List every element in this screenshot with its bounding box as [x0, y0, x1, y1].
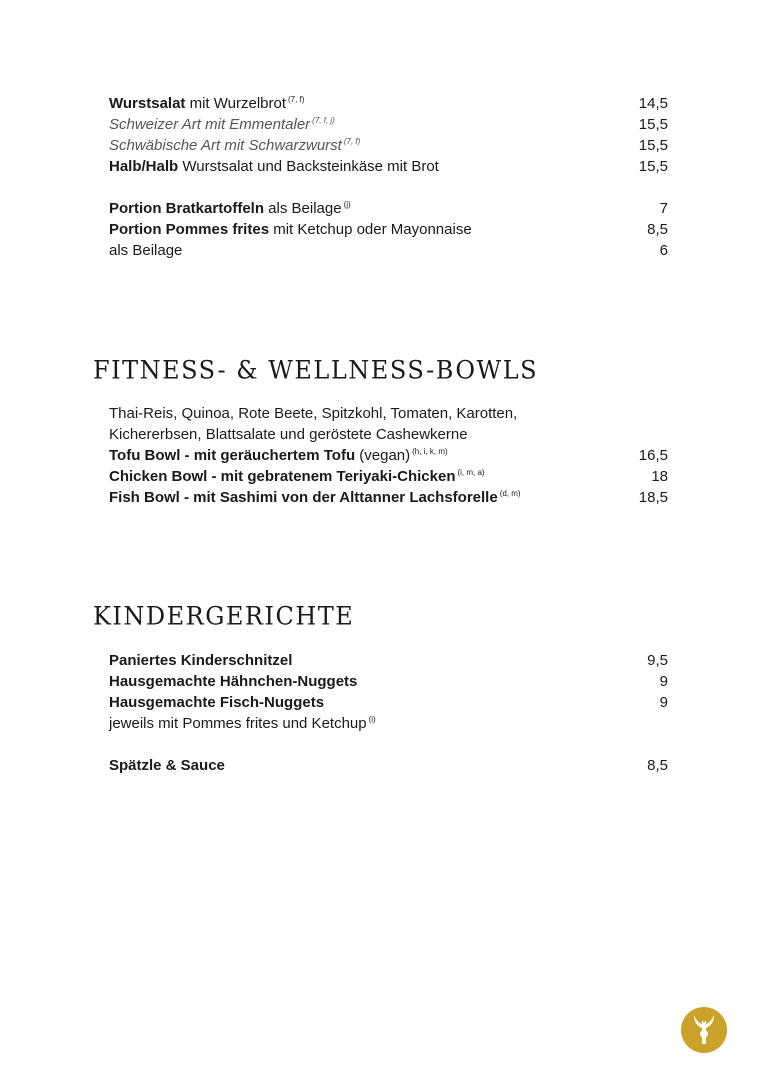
- item-name: Tofu Bowl - mit geräuchertem Tofu: [109, 447, 356, 464]
- item-price: 9: [659, 673, 668, 690]
- bowls-section: [109, 403, 668, 508]
- item-name: Portion Pommes frites: [109, 221, 270, 238]
- item-description: Schweizer Art mit Emmentaler: [109, 116, 311, 133]
- item-description: mit Wurzelbrot: [185, 95, 286, 112]
- allergen-codes: (i, m, a): [457, 468, 485, 477]
- allergen-codes: (7, f, j): [312, 116, 335, 125]
- menu-item: [109, 135, 668, 156]
- item-description: als Beilage: [109, 242, 183, 259]
- stag-antler-icon: [680, 1006, 728, 1054]
- item-price: 18,5: [638, 489, 668, 506]
- item-name: Spätzle & Sauce: [109, 757, 225, 774]
- item-price: 18: [651, 468, 668, 485]
- allergen-codes: (j): [343, 200, 351, 209]
- menu-item: [109, 240, 668, 261]
- item-price: 6: [659, 242, 668, 259]
- allergen-codes: (h, i, k, m): [412, 447, 448, 456]
- allergen-codes: (i): [368, 715, 376, 724]
- menu-item: [109, 755, 668, 776]
- item-description: als Beilage: [264, 200, 342, 217]
- item-price: 15,5: [638, 158, 668, 175]
- menu-item: [109, 487, 668, 508]
- item-price: 9: [659, 694, 668, 711]
- item-price: 8,5: [647, 757, 668, 774]
- menu-item: [109, 198, 668, 219]
- item-name: Hausgemachte Fisch-Nuggets: [109, 694, 325, 711]
- item-price: 7: [659, 200, 668, 217]
- item-description: (vegan): [355, 447, 411, 464]
- menu-item: [109, 692, 668, 713]
- section-heading-bowls: FITNESS- & WELLNESS-BOWLS: [93, 355, 539, 385]
- kids-section: [109, 650, 668, 776]
- item-name: Halb/Halb: [109, 158, 179, 175]
- description-line: Kichererbsen, Blattsalate und geröstete Cashewkerne: [109, 426, 468, 443]
- item-description: Wurstsalat und Backsteinkäse mit Brot: [178, 158, 439, 175]
- menu-item: [109, 445, 668, 466]
- item-description: Schwäbische Art mit Schwarzwurst: [109, 137, 342, 154]
- item-name: Chicken Bowl - mit gebratenem Teriyaki-Chicken: [109, 468, 456, 485]
- item-name: Fish Bowl - mit Sashimi von der Alttanner Lachsforelle: [109, 489, 498, 506]
- wurstsalat-section: [109, 93, 668, 261]
- item-price: 15,5: [638, 137, 668, 154]
- description-line: Thai-Reis, Quinoa, Rote Beete, Spitzkohl, Tomaten, Karotten,: [109, 405, 518, 422]
- logo-dot: [700, 1030, 708, 1038]
- menu-item: [109, 219, 668, 240]
- item-price: 15,5: [638, 116, 668, 133]
- item-price: 9,5: [647, 652, 668, 669]
- allergen-codes: (d, m): [499, 489, 521, 498]
- bowls-description: [109, 424, 668, 445]
- item-price: 16,5: [638, 447, 668, 464]
- item-name: Portion Bratkartoffeln: [109, 200, 265, 217]
- section-heading-kids: KINDERGERICHTE: [93, 601, 355, 631]
- kids-note: [109, 713, 668, 734]
- note-text: jeweils mit Pommes frites und Ketchup: [109, 715, 367, 732]
- item-name: Paniertes Kinderschnitzel: [109, 652, 293, 669]
- item-description: mit Ketchup oder Mayonnaise: [269, 221, 472, 238]
- bowls-description: [109, 403, 668, 424]
- menu-item: [109, 114, 668, 135]
- allergen-codes: (7, f): [288, 95, 305, 104]
- menu-item: [109, 671, 668, 692]
- item-price: 14,5: [638, 95, 668, 112]
- menu-item: [109, 650, 668, 671]
- menu-item: [109, 156, 668, 177]
- menu-item: [109, 93, 668, 114]
- menu-item: [109, 466, 668, 487]
- allergen-codes: (7, f): [343, 137, 361, 146]
- item-name: Hausgemachte Hähnchen-Nuggets: [109, 673, 358, 690]
- item-name: Wurstsalat: [109, 95, 186, 112]
- item-price: 8,5: [647, 221, 668, 238]
